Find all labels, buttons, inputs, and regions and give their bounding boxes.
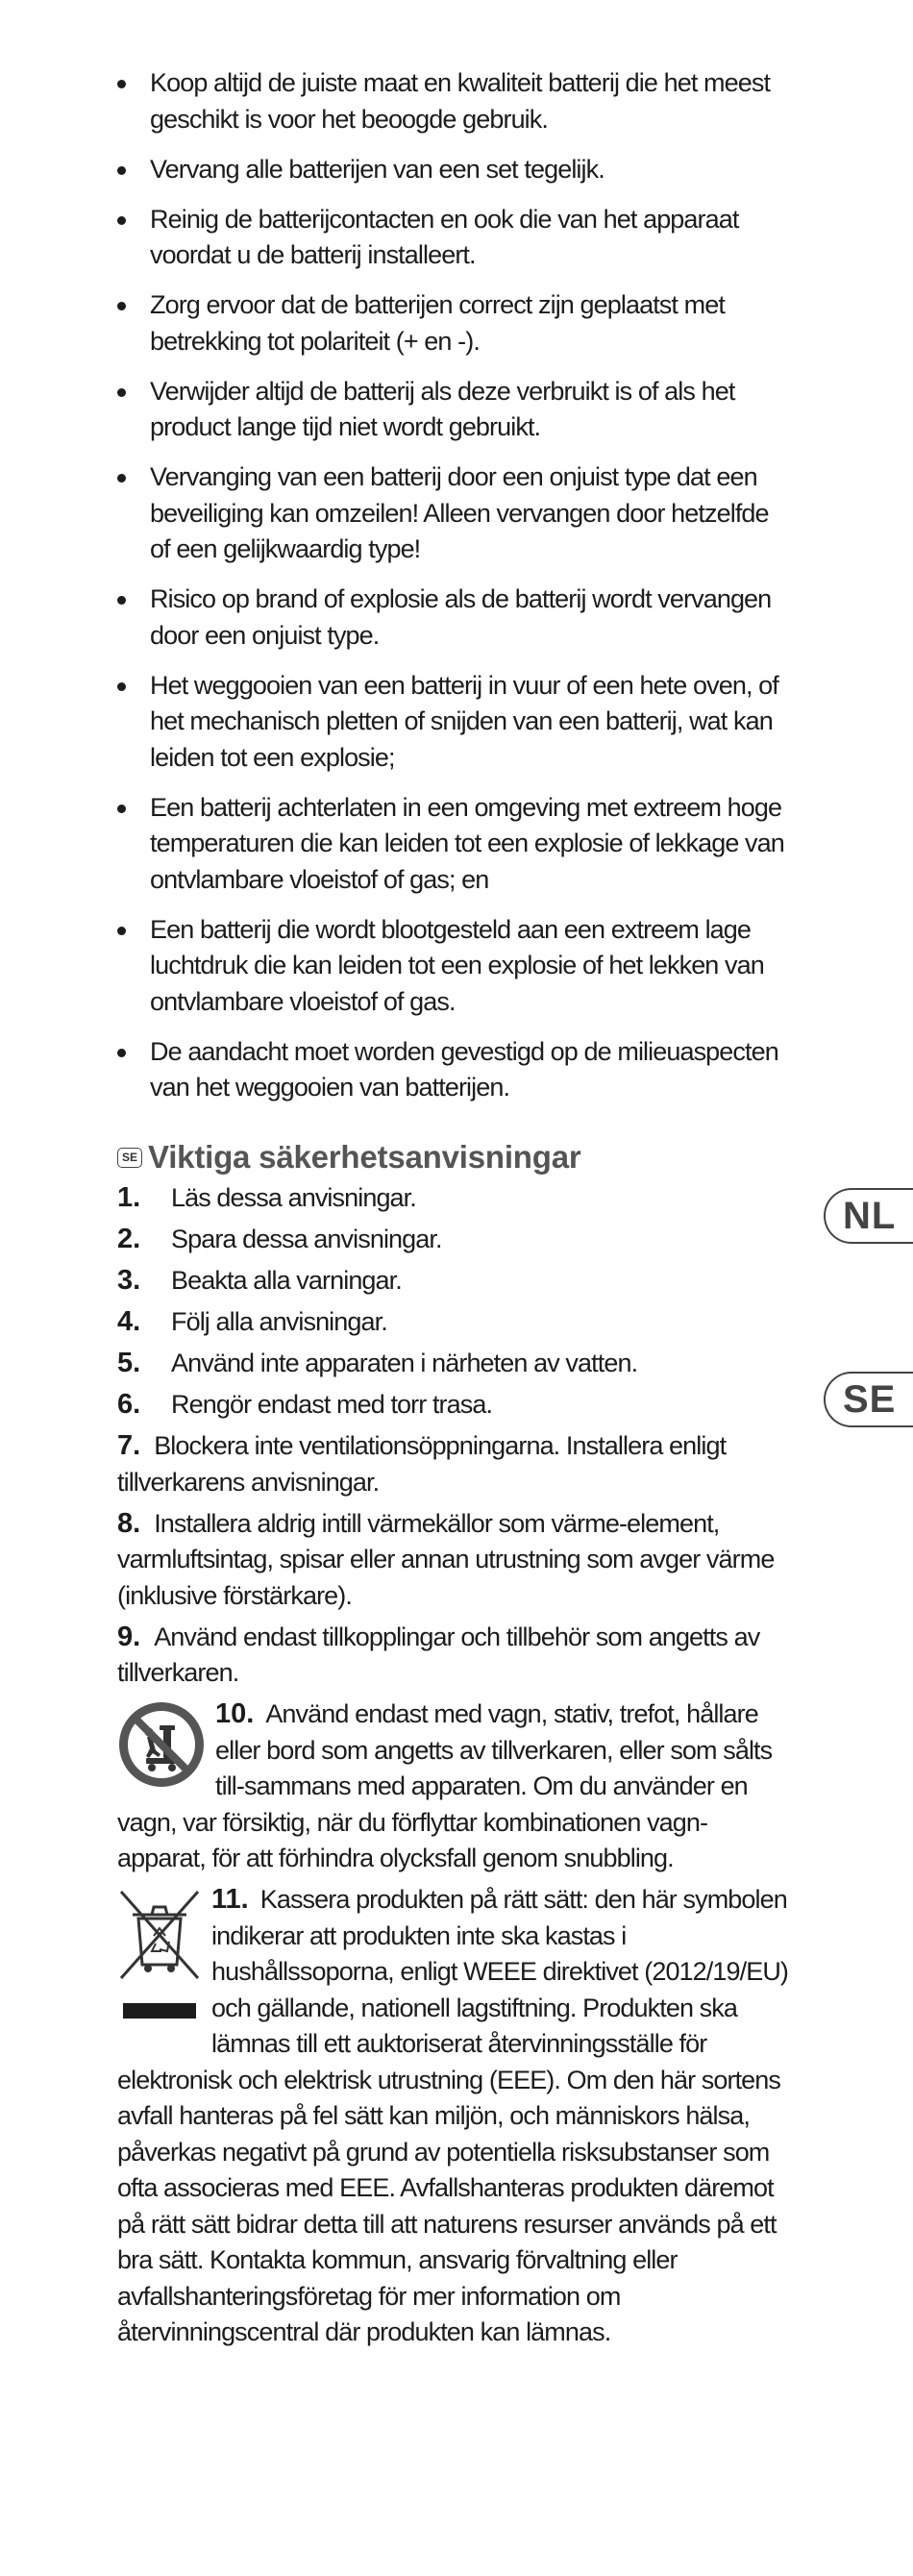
item-text: Använd endast tillkopplingar och tillbehör som angetts av tillverkaren. — [117, 1622, 760, 1687]
item-number: 1. — [117, 1182, 141, 1213]
list-item: Risico op brand of explosie als de batterij wordt vervangen door een onjuist type. — [113, 582, 786, 654]
bullet-icon — [117, 388, 126, 397]
bullet-icon — [117, 927, 126, 935]
bullet-icon — [117, 805, 126, 813]
item-text: Följ alla anvisningar. — [171, 1307, 387, 1336]
item-text: Använd endast med vagn, stativ, trefot, hållare eller bord som angetts av tillverkaren, eller som sålts till-sammans med apparaten. Om du använder en vagn, var försiktig, när du förflyttar kombinationen vagn-apparat, för att förhindra olycksfall genom snubbling. — [117, 1699, 773, 1872]
item-text: Spara dessa anvisningar. — [171, 1225, 442, 1253]
list-item — [117, 1222, 790, 1258]
item-number: 6. — [117, 1389, 141, 1420]
item-text: Kassera produkten på rätt sätt: den här symbolen indikerar att produkten inte ska kastas i hushållssoporna, enligt WEEE direktivet (2012/19/EU) och gällande, nationell lagstiftning. Produkten ska lämnas till ett auktoriserat återvinningsställe för elektronisk och elektrisk utrustning (EEE). Om den här sortens avfall hanteras på fel sätt kan miljön, och människors hälsa, påverkas negativt på grund av potentiella risksubstanser som ofta associeras med EEE. Avfallshanteras produkten däremot på rätt sätt bidrar detta till att naturens resurser används på ett bra sätt. Kontakta kommun, ansvarig förvaltning eller avfallshanteringsföretag för mer information om återvinningscentral där produkten kan lämnas. — [117, 1885, 789, 2346]
item-number: 4. — [117, 1306, 141, 1337]
item-number: 2. — [117, 1224, 141, 1254]
list-item: Verwijder altijd de batterij als deze verbruikt is of als het product lange tijd niet wordt gebruikt. — [113, 374, 786, 446]
list-item — [117, 1180, 790, 1217]
cart-warning-icon — [117, 1700, 206, 1799]
bullet-icon — [117, 80, 126, 88]
bullet-icon — [117, 474, 126, 483]
list-item: Reinig de batterijcontacten en ook die van het apparaat voordat u de batterij installeert. — [113, 202, 786, 274]
language-tab-nl[interactable]: NL — [824, 1188, 913, 1244]
language-tab-se[interactable]: SE — [824, 1372, 913, 1427]
section-heading — [117, 1139, 581, 1176]
list-item — [117, 1387, 790, 1424]
section-title: Viktiga säkerhetsanvisningar — [148, 1139, 581, 1175]
list-item — [117, 1620, 790, 1692]
list-item: Het weggooien van een batterij in vuur of een hete oven, of het mechanisch pletten of snijden van een batterij, wat kan leiden tot een explosie; — [113, 668, 786, 777]
item-number: 3. — [117, 1265, 141, 1296]
list-item: Koop altijd de juiste maat en kwaliteit batterij die het meest geschikt is voor het beoogde gebruik. — [113, 65, 786, 137]
bullet-icon — [117, 216, 126, 225]
item-text: Rengör endast med torr trasa. — [171, 1390, 493, 1419]
list-item: Zorg ervoor dat de batterijen correct zijn geplaatst met betrekking tot polariteit (+ en -). — [113, 287, 786, 359]
list-item — [117, 1506, 790, 1615]
list-item: De aandacht moet worden gevestigd op de milieuaspecten van het weggooien van batterijen. — [113, 1034, 786, 1106]
list-item: Vervang alle batterijen van een set tegelijk. — [113, 152, 786, 188]
language-flag-badge: SE — [117, 1148, 142, 1168]
item-number: 5. — [117, 1348, 141, 1378]
list-item — [117, 1304, 790, 1341]
item-text: Läs dessa anvisningar. — [171, 1183, 416, 1212]
item-number: 10. — [215, 1698, 255, 1729]
safety-instructions-list — [117, 1180, 790, 2356]
weee-bin-icon — [117, 1886, 202, 2033]
item-number: 9. — [117, 1621, 141, 1652]
list-item — [117, 1428, 790, 1500]
bullet-icon — [117, 1049, 126, 1057]
bullet-icon — [117, 166, 126, 175]
item-text: Blockera inte ventilationsöppningarna. Installera enligt tillverkarens anvisningar. — [117, 1431, 727, 1497]
list-item: Een batterij die wordt blootgesteld aan een extreem lage luchtdruk die kan leiden tot een explosie of het lekken van ontvlambare vloeistof of gas. — [113, 912, 786, 1021]
item-text: Använd inte apparaten i närheten av vatten. — [171, 1349, 638, 1377]
item-text: Installera aldrig intill värmekällor som värme-element, varmluftsintag, spisar eller annan utrustning som avger värme (inklusive förstärkare). — [117, 1508, 775, 1610]
item-number: 8. — [117, 1507, 141, 1539]
list-item — [117, 1882, 790, 2351]
list-item — [117, 1263, 790, 1300]
bullet-icon — [117, 682, 126, 691]
bullet-icon — [117, 302, 126, 310]
list-item: Vervanging van een batterij door een onjuist type dat een beveiliging kan omzeilen! Alleen vervangen door hetzelfde of een gelijkwaardig type! — [113, 459, 786, 568]
battery-bullet-list — [113, 65, 786, 1120]
bullet-icon — [117, 596, 126, 605]
item-number: 11. — [211, 1884, 249, 1915]
item-number: 7. — [117, 1430, 141, 1461]
list-item — [117, 1346, 790, 1382]
list-item: Een batterij achterlaten in een omgeving met extreem hoge temperaturen die kan leiden tot een explosie of lekkage van ontvlambare vloeistof of gas; en — [113, 790, 786, 899]
item-text: Beakta alla varningar. — [171, 1266, 402, 1295]
list-item — [117, 1697, 790, 1877]
